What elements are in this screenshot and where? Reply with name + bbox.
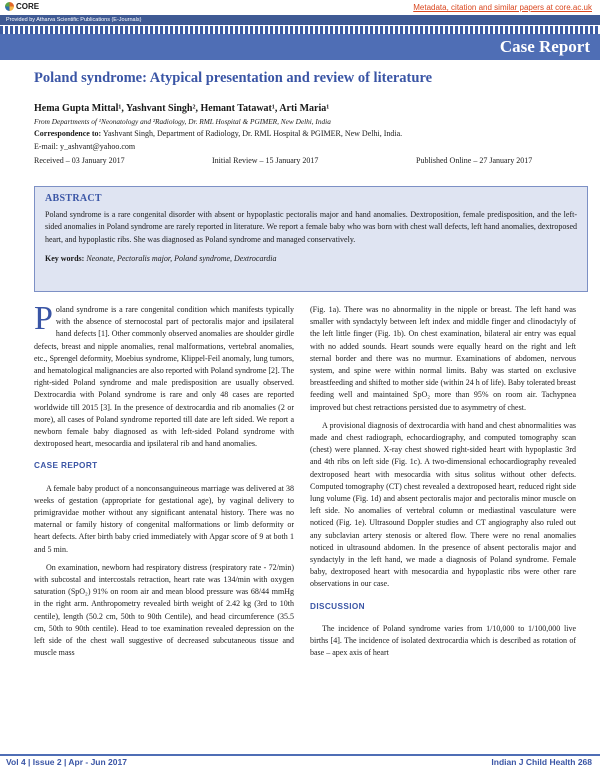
footer-journal-page: Indian J Child Health 268	[491, 757, 592, 767]
abstract-box	[34, 186, 588, 292]
core-logo-icon	[5, 2, 14, 11]
left-column	[34, 300, 294, 665]
date-initial-review: Initial Review – 15 January 2017	[212, 156, 319, 165]
section-label: Case Report	[499, 37, 590, 56]
date-published-online: Published Online – 27 January 2017	[416, 156, 533, 165]
date-received: Received – 03 January 2017	[34, 156, 125, 165]
core-metadata-link[interactable]: Metadata, citation and similar papers at core.ac.uk	[413, 3, 592, 12]
intro-text: oland syndrome is a rare congenital condition which manifests typically with the absence of sternocostal part of pectoralis major and ipsilateral hand defects [1]. Other commonly observed anomalies are shoulder girdle defects, breast and nipple anomalies, renal malformations, vertebral anomalies, etc., Sprengel deformity, Moebius syndrome, Klippel-Feil anomaly, lung tumors, and hematological malignancies are also reported with Poland syndrome [2]. The right-sided Poland syndrome and male predisposition are usually observed. Dextrocardia with Poland syndrome is rare and only 48 cases are reported worldwide till 2015 [3]. In the presence of dextrocardia and rib anomalies (2 or more), all cases of Poland syndrome reported till date are left sided. We report a newborn female baby diagnosed as with left-sided Poland syndrome with dextroposed heart, mesocardia and ipsilateral rib and hand anomalies.	[34, 305, 294, 449]
footer-rule	[0, 754, 600, 756]
section-header-bar	[0, 34, 600, 60]
case-report-heading: CASE REPORT	[34, 461, 98, 471]
footer-issue: Vol 4 | Issue 2 | Apr - Jun 2017	[6, 757, 127, 767]
drop-cap: P	[34, 300, 53, 337]
keywords	[45, 254, 577, 263]
author-list: Hema Gupta Mittal¹, Yashvant Singh², Hemant Tatawat¹, Arti Maria¹	[34, 103, 330, 114]
core-logo[interactable]	[5, 2, 39, 11]
right-paragraph-2: A provisional diagnosis of dextrocardia with hand and chest abnormalities was made and chest radiograph, echocardiography, and computed tomography scan (chest) were planned. X-ray chest showed right-sided heart with hypoplastic 3rd and 4th ribs on left side (Fig. 1c). A two-dimensional echocardiography revealed dextroposed heart with mesocardia with situs solitus without other defects. Computed tomography (CT) chest revealed a dextroposed heart, reduced right side lung volume (Fig. 1d) and absent pectoralis major and pectoralis minor muscle on left side. No anomalies of vertebral column or mediastinal vasculature were noticed (Fig. 1e). Ultrasound Doppler studies and CT angiography also ruled out any subclavian artery stenosis or altered flow. There were no renal anomalies noticed in ultrasound abdomen. In the presence of absent pectoralis major and syndactyly in the left hand, we made a diagnosis of Poland syndrome. Female baby, dextroposed heart with mesocardia and hypoplastic ribs were other rare observations in our case.	[310, 420, 576, 589]
case-paragraph-1: A female baby product of a nonconsanguineous marriage was delivered at 38 weeks of gestation (appropriate for gestational age), by vaginal delivery to primigravidae mother without any significant antenatal history. There was no maternal or family history of congenital malformations or limb deformity or heart defects. After birth baby cried immediately with Apgar score of 9 at both 1 and 5 min.	[34, 483, 294, 554]
decorative-band	[0, 26, 600, 34]
core-logo-text: CORE	[16, 2, 40, 11]
keywords-text: Neonate, Pectoralis major, Poland syndrome, Dextrocardia	[84, 254, 277, 264]
right-column	[310, 304, 576, 665]
case-paragraph-2: On examination, newborn had respiratory distress (respiratory rate - 72/min) with subcostal and intercostals retraction, heart rate was 134/min with oxygen saturation (SpO₂) 91% on room air and mean blood pressure was 68/44 mmHg in the right arm. Anthropometry revealed birth weight of 2.42 kg (3rd to 10th centile), length (50.2 cm, 50th to 90th Centile), and head circumference (35.5 cm, 50th to 90th centile). Head to toe examination revealed depression on the left side of the chest wall suggestive of decreased subcutaneous tissue and muscle mass	[34, 562, 294, 658]
affiliation: From Departments of ¹Neonatology and ²Radiology, Dr. RML Hospital & PGIMER, New Delhi, India	[34, 117, 331, 126]
email: E-mail: y_ashvant@yahoo.com	[34, 142, 136, 151]
keywords-label: Key words:	[45, 254, 85, 264]
right-paragraph-1: (Fig. 1a). There was no abnormality in the nipple or breast. The left hand was smaller with syndactyly between left index and middle finger and clinodactyly of the left little finger (Fig. 1b). On chest examination, bilateral air entry was equal with no added sounds. Heart sounds were equally heard on the right and left sternal border and there was no murmur. Examinations of abdomen, nervous system, and spine were within normal limits. Baby was started on exclusive breastfeeding and shifted to mother side (within 24 h of life). Baby tolerated breast feeding well and maintained SpO₂ more than 95% on room air. Tachypnea improved but chest retractions persisted due to asymmetry of chest.	[310, 305, 576, 412]
abstract-text: Poland syndrome is a rare congenital disorder with absent or hypoplastic pectoralis major and hand anomalies. Dextroposition, female predisposition, and the left-sided anomalies in Poland syndrome are rarely reported in literature. We report a female baby who was born with chest wall defects, left hand anomalies, dextroposed heart, and hypoplastic ribs. She was diagnosed as Poland syndrome and managed conservatively.	[45, 210, 577, 244]
abstract-heading: ABSTRACT	[45, 193, 102, 204]
intro-paragraph	[34, 300, 294, 450]
article-title: Poland syndrome: Atypical presentation and review of literature	[34, 70, 433, 86]
correspondence-text: Yashvant Singh, Department of Radiology, Dr. RML Hospital & PGIMER, New Delhi, India.	[101, 129, 403, 138]
discussion-heading: DISCUSSION	[310, 601, 365, 611]
correspondence	[34, 129, 402, 138]
provided-by-banner[interactable]: Provided by Atharva Scientific Publications (E-Journals)	[0, 15, 600, 25]
discussion-paragraph-1: The incidence of Poland syndrome varies from 1/10,000 to 1/100,000 live births [4]. The incidence of isolated dextrocardia which is described as rotation of base – apex axis of heart	[310, 623, 576, 658]
correspondence-label: Correspondence to:	[34, 129, 102, 138]
